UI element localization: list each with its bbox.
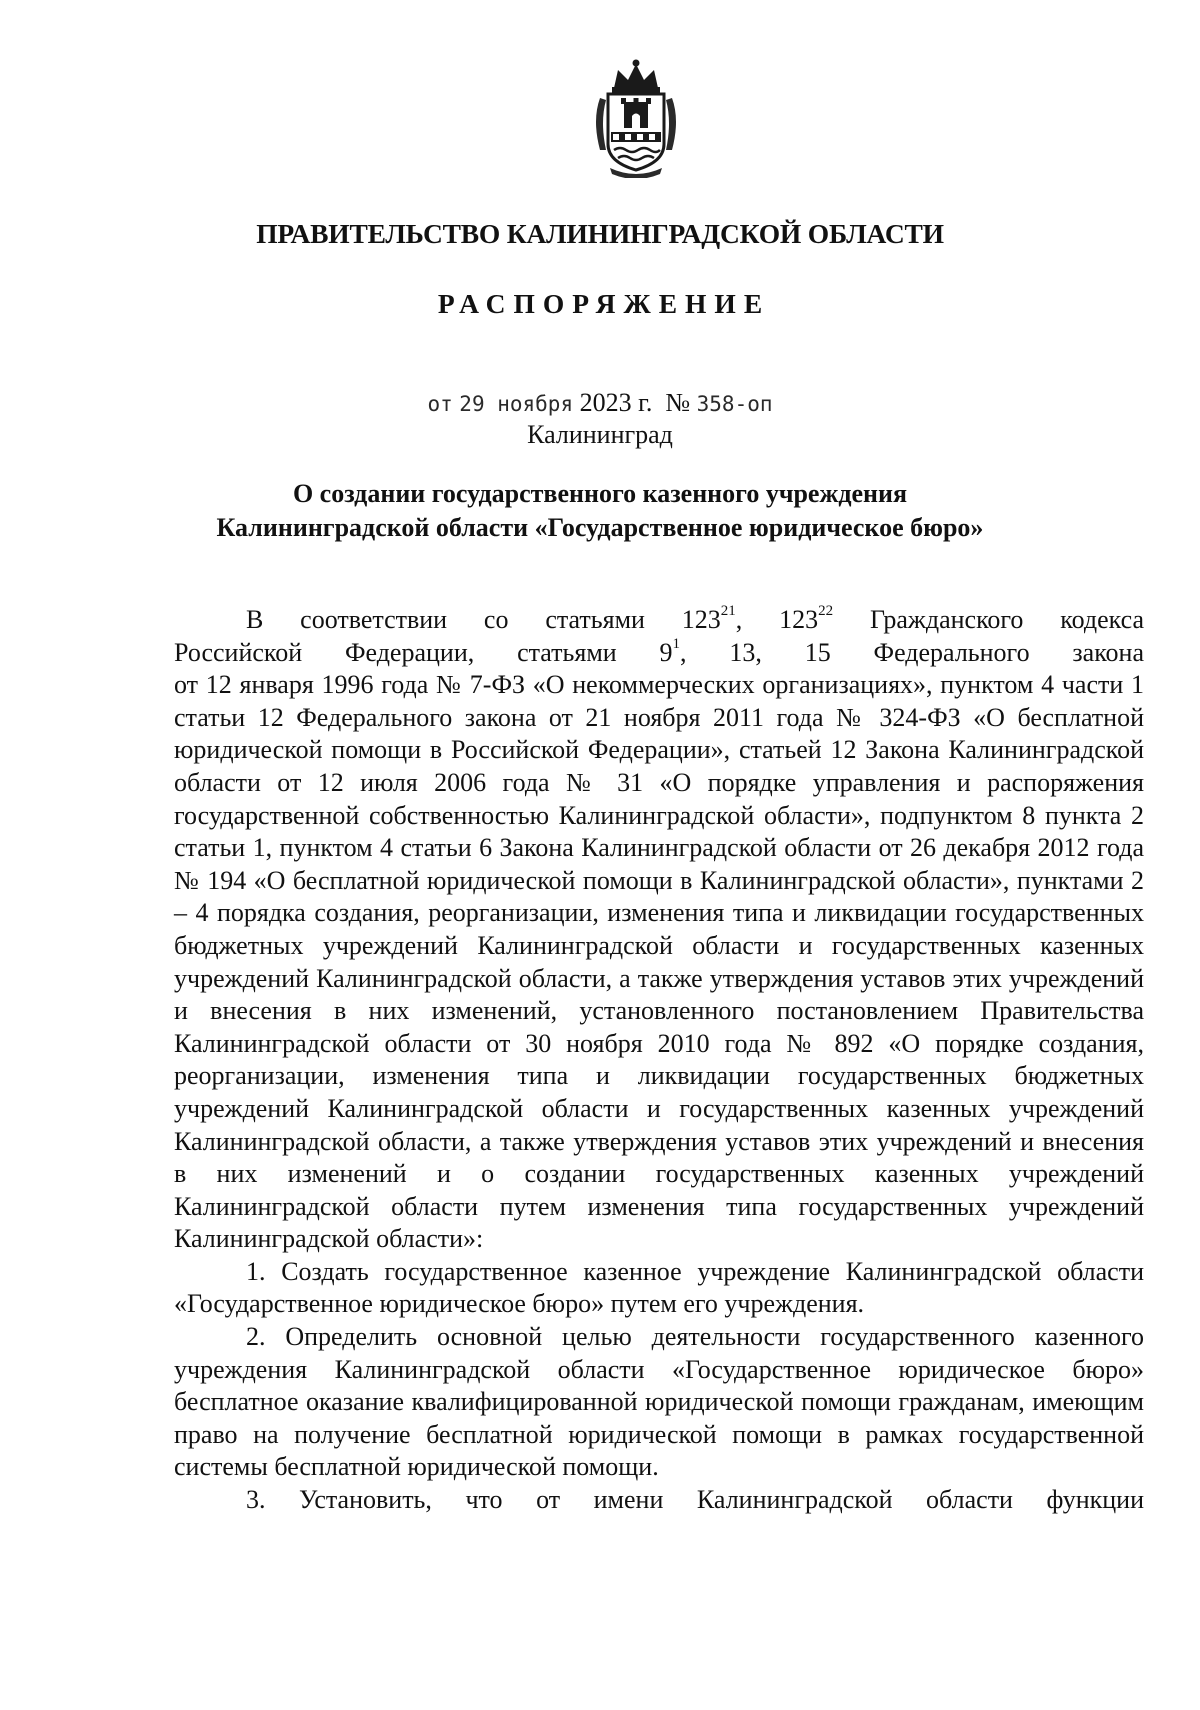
item-2: 2. Определить основной целью деятельности государственного казенного учреждения Калининградской области «Государственное юридическое бюро» бесплатное оказание квалифицированной юридической помощи гражданам, имеющим право на получение бесплатной юридической помощи в рамках государственной системы бесплатной юридической помощи. xyxy=(174,1322,1144,1482)
document-number: 358-оп xyxy=(696,392,773,416)
subject-line-1: О создании государственного казенного учреждения xyxy=(292,479,908,508)
coat-of-arms-icon xyxy=(590,58,682,178)
preamble-text: от 12 января 1996 года № 7-ФЗ «О некоммерческих организациях», пунктом 4 части 1 статьи 12 Федерального закона от 21 ноября 2011 года № 324-ФЗ «О бесплатной юридической помощи в Российской Федерации», статьей 12 Закона Калининградской области от 12 июля 2006 года № 31 «О порядке управления и распоряжения государственной собственностью Калининградской области», подпунктом 8 пункта 2 статьи 1, пунктом 4 статьи 6 Закона Калининградской области от 26 декабря 2012 года № 194 «О бесплатной юридической помощи в Калининградской области», пунктами 2 – 4 порядка создания, реорганизации, изменения типа и ликвидации государственных бюджетных учреждений Калининградской области и государственных казенных учреждений Калининградской области, а также утверждения уставов этих учреждений и внесения в них изменений, установленного постановлением Правительства Калининградской области от 30 ноября 2010 года № 892 «О порядке создания, реорганизации, изменения типа и ликвидации государственных бюджетных учреждений Калининградской области и государственных казенных учреждений Калининградской области, а также утверждения уставов этих учреждений и внесения в них изменений и о создании государственных казенных учреждений Калининградской области путем изменения типа государственных учреждений Калининградской области»: xyxy=(174,670,1144,1254)
preamble-line-1: В соответствии со статьями $123^{21}$, $123^{22}$ Гражданского кодекса xyxy=(246,603,1144,634)
date-day-month: 29 ноября xyxy=(459,392,574,416)
date-number-line xyxy=(0,388,1200,418)
city: Калининград xyxy=(527,420,673,449)
document-type: РАСПОРЯЖЕНИЕ xyxy=(437,288,771,319)
document-subject xyxy=(0,477,1200,545)
number-prefix: № xyxy=(665,388,691,417)
preamble-line-2: Российской Федерации, статьями $9^1$, 13, 15 Федерального закона xyxy=(174,635,1144,667)
subject-line-2: Калининградской области «Государственное юридическое бюро» xyxy=(216,513,984,542)
date-prefix: от xyxy=(427,392,453,416)
item-1: 1. Создать государственное казенное учреждение Калининградской области «Государственное юридическое бюро» путем его учреждения. xyxy=(174,1256,1144,1319)
organization-title: ПРАВИТЕЛЬСТВО КАЛИНИНГРАДСКОЙ ОБЛАСТИ xyxy=(256,218,944,249)
date-year: 2023 г. xyxy=(579,388,653,417)
document-body xyxy=(174,604,1144,1517)
item-3: 3. Установить, что от имени Калининградской области функции xyxy=(246,1485,1144,1515)
